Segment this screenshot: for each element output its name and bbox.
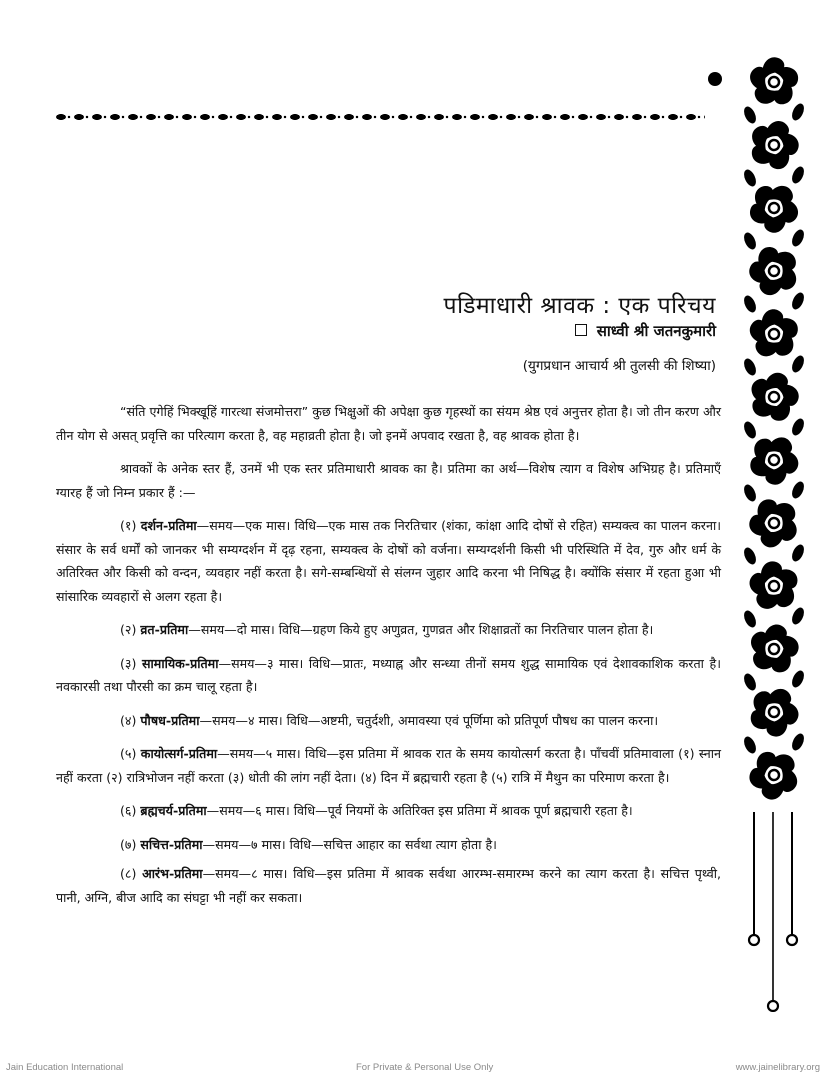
pratima-name: कायोत्सर्ग-प्रतिमा	[140, 746, 218, 761]
article-body	[56, 400, 721, 919]
intro-paragraph-1: “संति एगेहिं भिक्खूहिं गारत्था संजमोत्तरा” कुछ भिक्षुओं की अपेक्षा कुछ गृहस्थों का संयम श्रेष्ठ एवं अनुत्तर होता है। जो तीन करण और तीन योग से असत् प्रवृत्ति का परित्याग करता है, वह महाव्रती होता है। जो इनमें अपवाद रखता है, वह श्रावक होता है।	[56, 404, 721, 443]
paisley-ornament-border	[742, 52, 806, 812]
pratima-text: —समय—दो मास। विधि—ग्रहण किये हुए अणुव्रत, गुणव्रत और शिक्षाव्रतों का निरतिचार पालन होता है।	[188, 622, 654, 637]
pratima-number: (३)	[120, 655, 137, 671]
pratima-item	[56, 799, 721, 823]
pratima-name: सचित्त-प्रतिमा	[140, 836, 203, 852]
pratima-text: —समय—७ मास। विधि—सचित्त आहार का सर्वथा त्याग होता है।	[202, 836, 497, 852]
pratima-name: दर्शन-प्रतिमा	[140, 518, 197, 533]
intro-paragraph-2: श्रावकों के अनेक स्तर हैं, उनमें भी एक स्तर प्रतिमाधारी श्रावक का है। प्रतिमा का अर्थ—विशेष त्याग व विशेष अभिग्रह है। प्रतिमाएँ ग्यारह हैं जो निम्न प्रकार हैं :—	[56, 461, 721, 500]
article-author	[575, 321, 716, 341]
pratima-name: ब्रह्मचर्य-प्रतिमा	[140, 803, 207, 818]
author-name: साध्वी श्री जतनकुमारी	[596, 322, 716, 340]
ornament-dot	[708, 72, 722, 86]
pratima-name: व्रत-प्रतिमा	[140, 622, 189, 637]
pratima-number: (६)	[120, 803, 137, 818]
pratima-text: —समय—५ मास। विधि—इस प्रतिमा में श्रावक रात के समय कायोत्सर्ग करता है। पाँचवीं प्रतिमावाला (१) स्नान नहीं करता (२) रात्रिभोजन नहीं करता (३) धोती की लांग नहीं देता। (४) दिन में ब्रह्मचारी रहता है (५) रात्रि में मैथुन का परिमाण करता है।	[56, 746, 721, 785]
pratima-name: आरंभ-प्रतिमा	[142, 866, 203, 881]
pratima-name: सामायिक-प्रतिमा	[142, 655, 219, 671]
pratima-number: (८)	[120, 866, 137, 881]
pratima-text: —समय—एक मास। विधि—एक मास तक निरतिचार (शंका, कांक्षा आदि दोषों से रहित) सम्यक्त्व का पालन करना। संसार के सर्व धर्मों को जानकर भी सम्यग्दर्शन में दृढ़ रहना, सम्यक्त्व के दोषों को वर्जना। सम्यग्दर्शनी किसी भी परिस्थिति में देव, गुरु और धर्म के अतिरिक्त और किसी को वन्दन, व्यवहार नहीं करता है। सगे-सम्बन्धियों से संलग्न जुहार आदि करना भी निषिद्ध है। क्योंकि संसार में रहता हुआ भी सांसारिक व्यवहारों से अलग रहता है।	[56, 518, 721, 604]
article-title: पडिमाधारी श्रावक : एक परिचय	[443, 293, 716, 319]
pratima-text: —समय—६ मास। विधि—पूर्व नियमों के अतिरिक्त इस प्रतिमा में श्रावक पूर्ण ब्रह्मचारी रहता है।	[206, 803, 633, 818]
ornament-drop-lines	[742, 812, 806, 1012]
pratima-text: —समय—३ मास। विधि—प्रातः, मध्याह्न और सन्ध्या तीनों समय शुद्ध सामायिक एवं देशावकाशिक करता है। नवकारसी तथा पौरसी का क्रम चालू रहता है।	[56, 655, 721, 694]
dotted-rule-divider	[55, 113, 705, 121]
pratima-item	[56, 833, 721, 857]
pratima-number: (४)	[120, 712, 137, 728]
pratima-number: (५)	[120, 746, 137, 761]
page-footer	[0, 1062, 828, 1076]
pratima-text: —समय—४ मास। विधि—अष्टमी, चतुर्दशी, अमावस्या एवं पूर्णिमा को प्रतिपूर्ण पौषध का पालन करना।	[199, 712, 659, 728]
pratima-item	[56, 618, 721, 642]
pratima-item	[56, 652, 721, 699]
footer-website-link[interactable]: www.jainelibrary.org	[735, 1062, 820, 1073]
pratima-number: (७)	[120, 836, 137, 852]
pratima-number: (१)	[120, 518, 137, 533]
pratima-item	[56, 862, 721, 909]
footer-publisher: Jain Education International	[6, 1062, 124, 1073]
pratima-item	[56, 514, 721, 608]
pratima-number: (२)	[120, 622, 137, 637]
pratima-item	[56, 742, 721, 789]
pratima-name: पौषध-प्रतिमा	[140, 712, 200, 728]
pratima-text: —समय—८ मास। विधि—इस प्रतिमा में श्रावक सर्वथा आरम्भ-समारम्भ करने का त्याग करता है। सचित्त पृथ्वी, पानी, अग्नि, बीज आदि का संघट्टा भी नहीं कर सकता।	[56, 866, 721, 905]
pratima-item	[56, 709, 721, 733]
author-affiliation: (युगप्रधान आचार्य श्री तुलसी की शिष्या)	[522, 358, 716, 374]
checkbox-square-icon	[575, 324, 587, 336]
footer-usage-note: For Private & Personal Use Only	[356, 1062, 494, 1073]
